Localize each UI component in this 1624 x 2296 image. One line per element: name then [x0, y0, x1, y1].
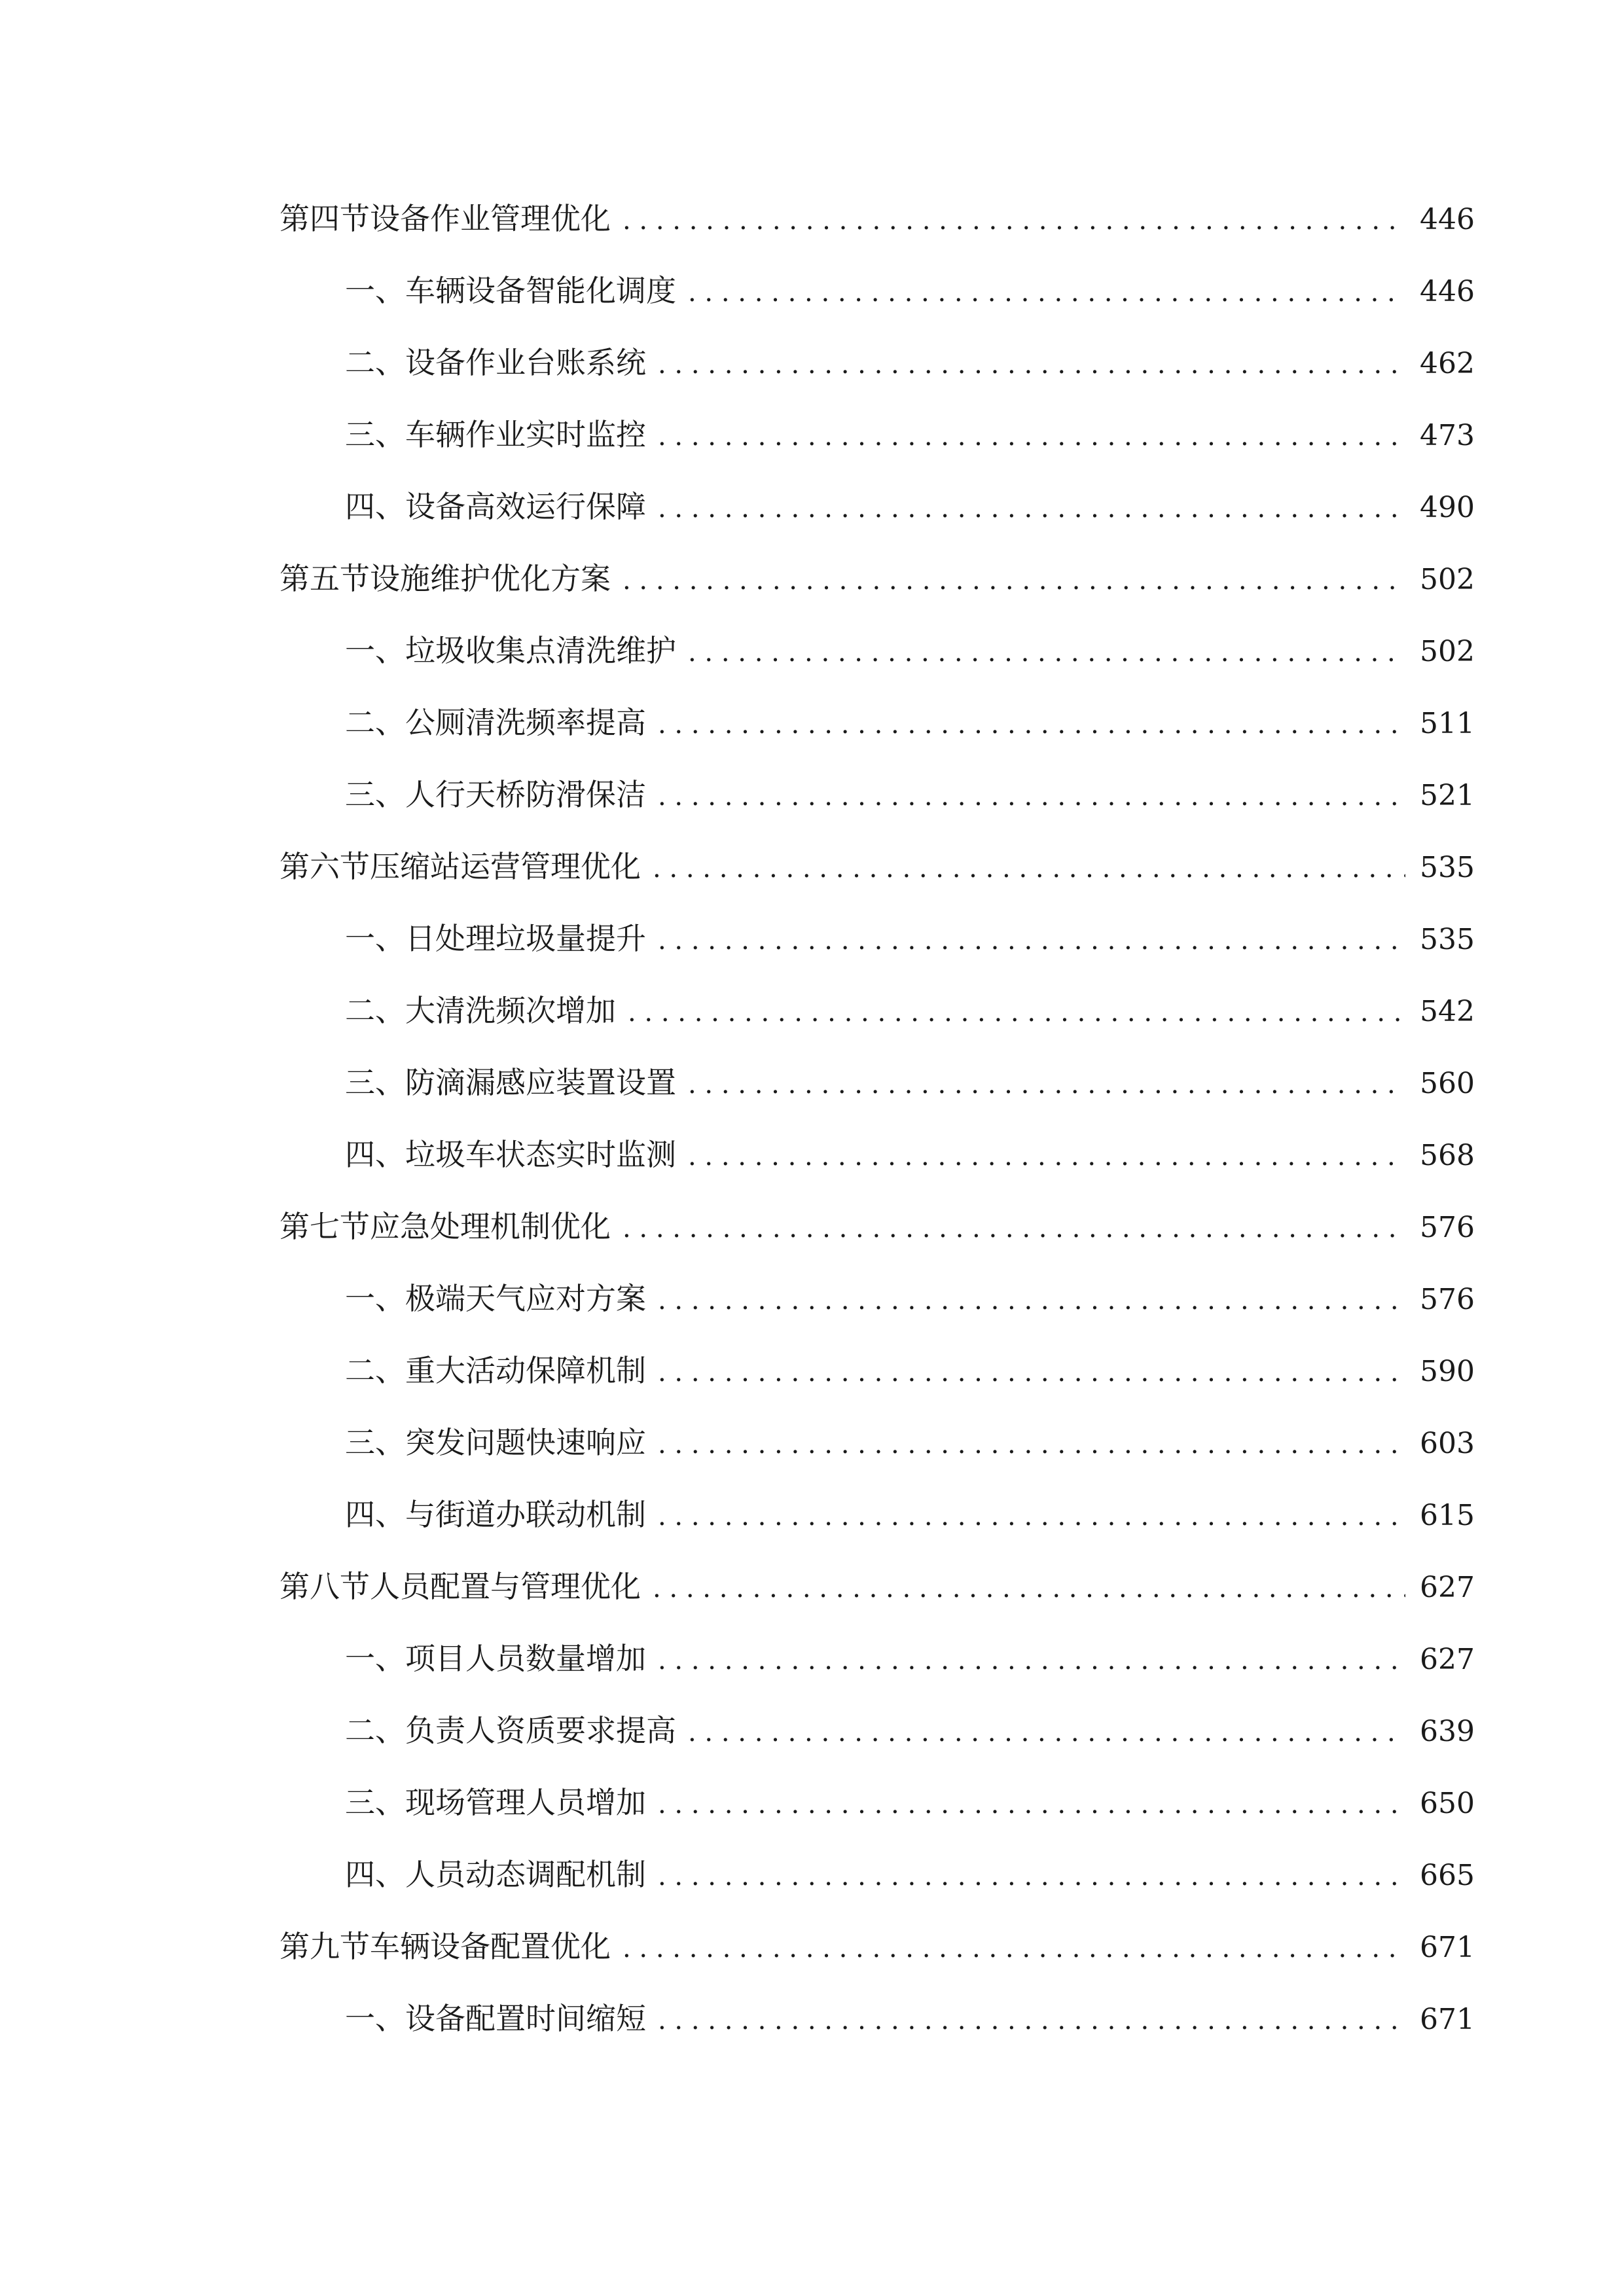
dot-leader: [658, 1490, 1405, 1541]
toc-title: 设施维护优化方案: [370, 561, 611, 596]
toc-title: 日处理垃圾量提升: [405, 921, 646, 956]
toc-number: 三、: [345, 1425, 405, 1460]
dot-leader: [628, 986, 1405, 1037]
toc-number: 四、: [345, 1497, 405, 1532]
toc-number: 二、: [345, 705, 405, 740]
dot-leader: [623, 554, 1405, 605]
toc-item-row[interactable]: [280, 1490, 1475, 1562]
toc-item-row[interactable]: [280, 1634, 1475, 1706]
toc-page-number: 576: [1420, 1211, 1475, 1244]
toc-section-row[interactable]: [280, 554, 1475, 626]
toc-page-number: 521: [1420, 779, 1475, 812]
toc-title: 设备高效运行保障: [405, 489, 646, 524]
toc-section-row[interactable]: [280, 1922, 1475, 1994]
toc-title: 现场管理人员增加: [405, 1785, 646, 1820]
toc-item-row[interactable]: [280, 1850, 1475, 1922]
toc-title: 垃圾车状态实时监测: [405, 1137, 676, 1172]
toc-title: 压缩站运营管理优化: [370, 849, 641, 884]
toc-page-number: 627: [1420, 1571, 1475, 1604]
dot-leader: [688, 266, 1405, 317]
toc-page-number: 446: [1420, 203, 1475, 236]
toc-section-row[interactable]: [280, 194, 1475, 266]
toc-item-row[interactable]: [280, 1418, 1475, 1490]
toc-page-number: 462: [1420, 347, 1475, 380]
toc-number: 三、: [345, 1065, 405, 1100]
toc-page-number: 446: [1420, 275, 1475, 308]
toc-title: 公厕清洗频率提高: [405, 705, 646, 740]
toc-title: 大清洗频次增加: [405, 993, 616, 1028]
toc-page-number: 502: [1420, 563, 1475, 596]
toc-title: 垃圾收集点清洗维护: [405, 633, 676, 668]
dot-leader: [688, 626, 1405, 677]
toc-title: 人员动态调配机制: [405, 1857, 646, 1892]
toc-title: 与街道办联动机制: [405, 1497, 646, 1532]
toc-title: 人行天桥防滑保洁: [405, 777, 646, 812]
dot-leader: [658, 1274, 1405, 1325]
toc-page-number: 568: [1420, 1139, 1475, 1172]
toc-title: 设备配置时间缩短: [405, 2001, 646, 2036]
toc-item-row[interactable]: [280, 1346, 1475, 1418]
toc-number: 二、: [345, 1713, 405, 1748]
dot-leader: [688, 1706, 1405, 1757]
toc-item-row[interactable]: [280, 1778, 1475, 1850]
toc-title: 车辆设备智能化调度: [405, 273, 676, 308]
toc-number: 第四节: [280, 201, 370, 236]
dot-leader: [658, 770, 1405, 821]
dot-leader: [658, 1994, 1405, 2045]
toc-number: 三、: [345, 417, 405, 452]
toc-number: 第八节: [280, 1569, 370, 1604]
toc-number: 第五节: [280, 561, 370, 596]
dot-leader: [658, 410, 1405, 461]
toc-section-row[interactable]: [280, 1562, 1475, 1634]
toc-number: 一、: [345, 633, 405, 668]
toc-item-row[interactable]: [280, 698, 1475, 770]
toc-item-row[interactable]: [280, 338, 1475, 410]
toc-number: 一、: [345, 921, 405, 956]
toc-title: 重大活动保障机制: [405, 1353, 646, 1388]
toc-title: 极端天气应对方案: [405, 1281, 646, 1316]
dot-leader: [658, 1418, 1405, 1469]
toc-title: 人员配置与管理优化: [370, 1569, 641, 1604]
dot-leader: [653, 1562, 1405, 1613]
toc-page-number: 542: [1420, 995, 1475, 1028]
dot-leader: [653, 842, 1405, 893]
dot-leader: [658, 1778, 1405, 1829]
toc-title: 车辆作业实时监控: [405, 417, 646, 452]
dot-leader: [658, 338, 1405, 389]
toc-number: 一、: [345, 1281, 405, 1316]
toc-item-row[interactable]: [280, 1994, 1475, 2066]
toc-number: 二、: [345, 993, 405, 1028]
toc-page-number: 590: [1420, 1355, 1475, 1388]
dot-leader: [658, 1346, 1405, 1397]
toc-page-number: 665: [1420, 1859, 1475, 1892]
toc-page-number: 639: [1420, 1715, 1475, 1748]
toc-number: 第九节: [280, 1929, 370, 1964]
toc-number: 第七节: [280, 1209, 370, 1244]
toc-title: 突发问题快速响应: [405, 1425, 646, 1460]
toc-section-row[interactable]: [280, 842, 1475, 914]
table-of-contents: [280, 194, 1475, 2066]
toc-number: 三、: [345, 777, 405, 812]
toc-title: 应急处理机制优化: [370, 1209, 611, 1244]
toc-page-number: 603: [1420, 1427, 1475, 1460]
toc-item-row[interactable]: [280, 1058, 1475, 1130]
toc-page-number: 502: [1420, 635, 1475, 668]
toc-page-number: 490: [1420, 491, 1475, 524]
dot-leader: [688, 1058, 1405, 1109]
toc-item-row[interactable]: [280, 986, 1475, 1058]
toc-number: 二、: [345, 1353, 405, 1388]
toc-page-number: 671: [1420, 1931, 1475, 1964]
dot-leader: [658, 698, 1405, 749]
dot-leader: [623, 1202, 1405, 1253]
toc-number: 四、: [345, 1137, 405, 1172]
toc-page-number: 576: [1420, 1283, 1475, 1316]
toc-page-number: 560: [1420, 1067, 1475, 1100]
toc-page-number: 535: [1420, 923, 1475, 956]
toc-title: 负责人资质要求提高: [405, 1713, 676, 1748]
toc-item-row[interactable]: [280, 1130, 1475, 1202]
toc-number: 三、: [345, 1785, 405, 1820]
toc-number: 二、: [345, 345, 405, 380]
toc-item-row[interactable]: [280, 626, 1475, 698]
toc-title: 车辆设备配置优化: [370, 1929, 611, 1964]
toc-number: 一、: [345, 1641, 405, 1676]
dot-leader: [688, 1130, 1405, 1181]
toc-page-number: 650: [1420, 1787, 1475, 1820]
toc-item-row[interactable]: [280, 1706, 1475, 1778]
toc-title: 设备作业台账系统: [405, 345, 646, 380]
toc-number: 四、: [345, 1857, 405, 1892]
dot-leader: [658, 1634, 1405, 1685]
toc-page-number: 615: [1420, 1499, 1475, 1532]
toc-number: 一、: [345, 2001, 405, 2036]
dot-leader: [658, 482, 1405, 533]
dot-leader: [623, 194, 1405, 245]
toc-title: 设备作业管理优化: [370, 201, 611, 236]
toc-item-row[interactable]: [280, 770, 1475, 842]
toc-item-row[interactable]: [280, 410, 1475, 482]
toc-number: 第六节: [280, 849, 370, 884]
toc-section-row[interactable]: [280, 1202, 1475, 1274]
toc-number: 一、: [345, 273, 405, 308]
toc-page-number: 511: [1420, 707, 1475, 740]
dot-leader: [658, 914, 1405, 965]
dot-leader: [658, 1850, 1405, 1901]
toc-item-row[interactable]: [280, 1274, 1475, 1346]
toc-item-row[interactable]: [280, 266, 1475, 338]
toc-title: 项目人员数量增加: [405, 1641, 646, 1676]
toc-title: 防滴漏感应装置设置: [405, 1065, 676, 1100]
dot-leader: [623, 1922, 1405, 1973]
toc-number: 四、: [345, 489, 405, 524]
toc-page-number: 535: [1420, 851, 1475, 884]
toc-page-number: 627: [1420, 1643, 1475, 1676]
toc-item-row[interactable]: [280, 482, 1475, 554]
toc-item-row[interactable]: [280, 914, 1475, 986]
toc-page-number: 671: [1420, 2003, 1475, 2036]
toc-page-number: 473: [1420, 419, 1475, 452]
